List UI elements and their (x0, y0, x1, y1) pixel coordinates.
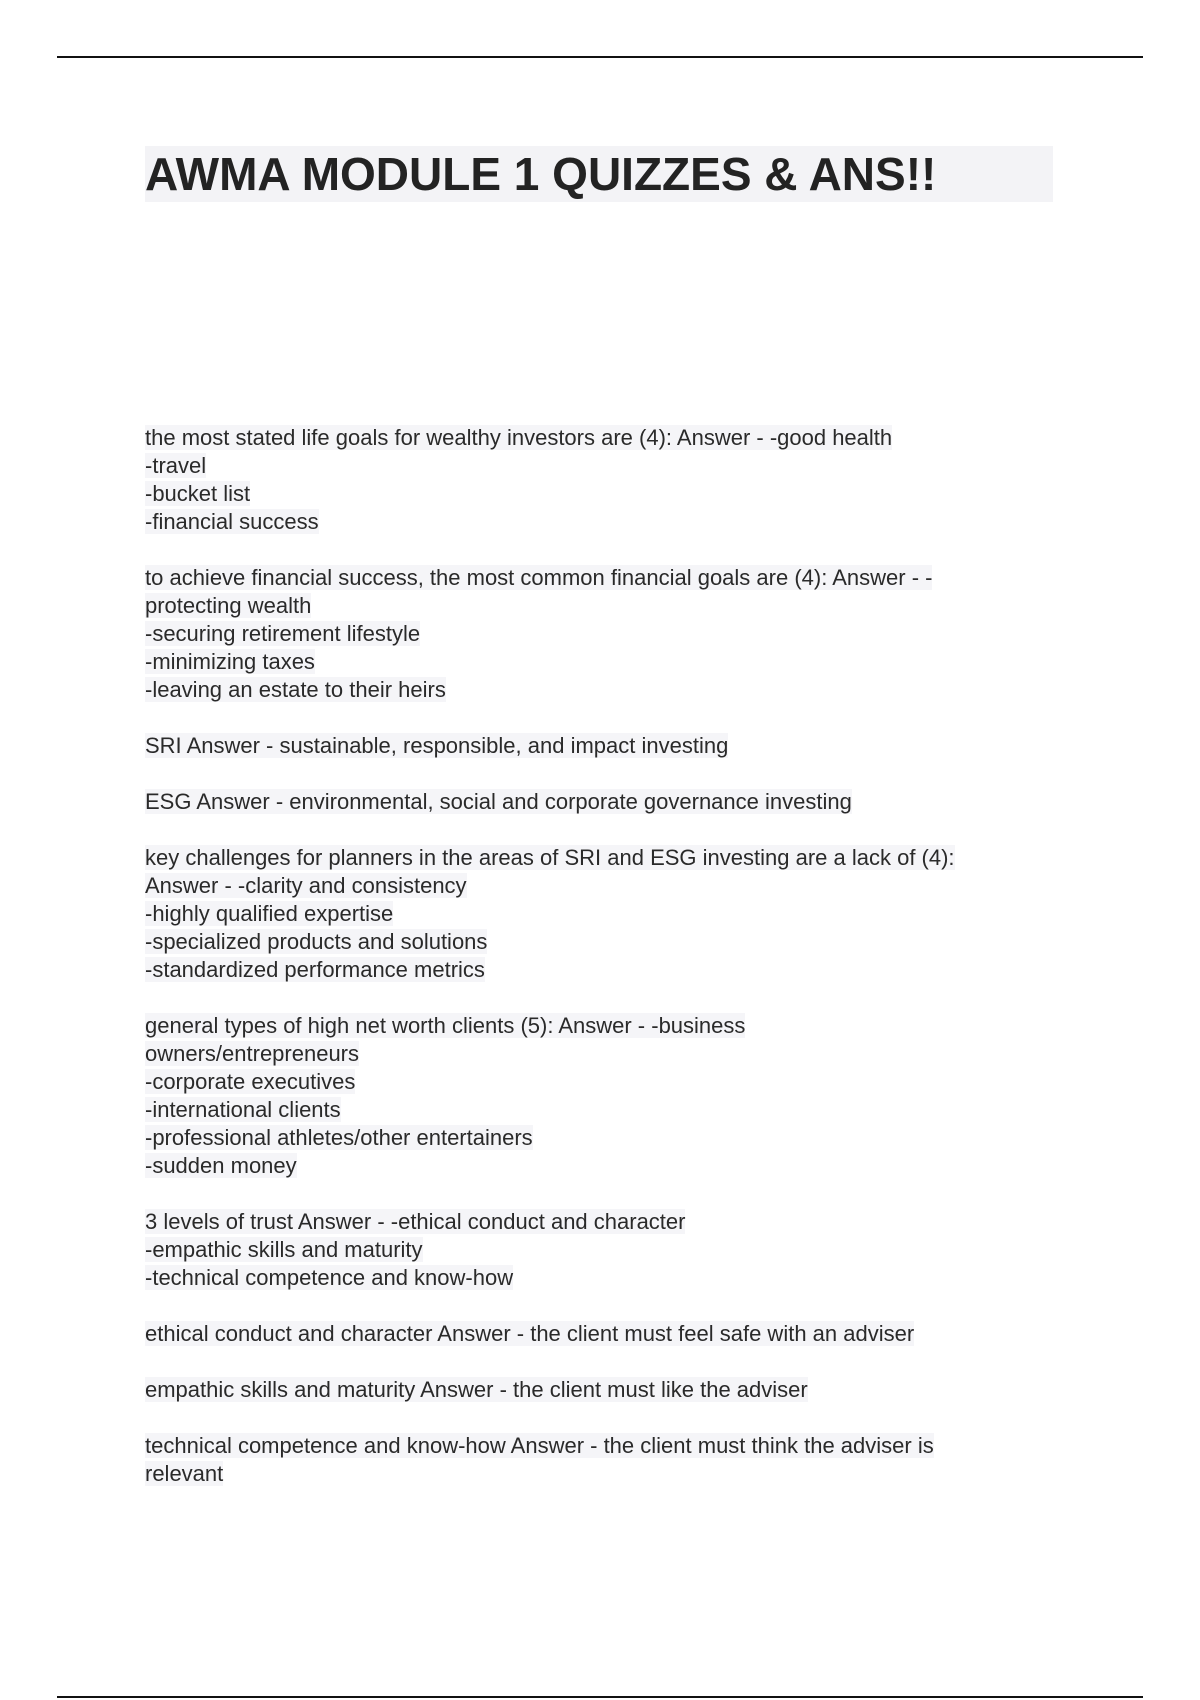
qa-entry (145, 1012, 1045, 1180)
qa-line (145, 648, 1045, 676)
qa-line-text: ESG Answer - environmental, social and corporate governance investing (145, 789, 852, 814)
qa-line (145, 872, 1045, 900)
qa-line-text: the most stated life goals for wealthy investors are (4): Answer - -good health (145, 425, 893, 450)
qa-line (145, 1376, 1045, 1404)
qa-line (145, 592, 1045, 620)
qa-entry (145, 844, 1045, 984)
qa-line-text: -technical competence and know-how (145, 1265, 514, 1290)
qa-line (145, 1012, 1045, 1040)
qa-line (145, 1432, 1045, 1460)
qa-line (145, 676, 1045, 704)
qa-line-text: -travel (145, 453, 207, 478)
qa-line (145, 620, 1045, 648)
qa-line-text: -specialized products and solutions (145, 929, 488, 954)
qa-line-text: ethical conduct and character Answer - the client must feel safe with an adviser (145, 1321, 915, 1346)
qa-line (145, 1264, 1045, 1292)
qa-line-text: relevant (145, 1461, 224, 1486)
qa-entry (145, 564, 1045, 704)
qa-entry (145, 1320, 1045, 1348)
qa-line (145, 1320, 1045, 1348)
qa-line (145, 900, 1045, 928)
qa-line-text: -corporate executives (145, 1069, 356, 1094)
qa-line (145, 452, 1045, 480)
qa-line-text: -empathic skills and maturity (145, 1237, 423, 1262)
qa-line-text: general types of high net worth clients (5): Answer - -business (145, 1013, 746, 1038)
qa-line-text: -highly qualified expertise (145, 901, 394, 926)
qa-line-text: 3 levels of trust Answer - -ethical conduct and character (145, 1209, 686, 1234)
qa-line-text: technical competence and know-how Answer - the client must think the adviser is (145, 1433, 934, 1458)
qa-line (145, 424, 1045, 452)
qa-line (145, 1152, 1045, 1180)
qa-line-text: -leaving an estate to their heirs (145, 677, 446, 702)
qa-line (145, 788, 1045, 816)
qa-line-text: -securing retirement lifestyle (145, 621, 421, 646)
qa-line (145, 508, 1045, 536)
qa-line-text: key challenges for planners in the areas of SRI and ESG investing are a lack of (4): (145, 845, 955, 870)
qa-line (145, 1460, 1045, 1488)
qa-line-text: -standardized performance metrics (145, 957, 485, 982)
qa-line-text: protecting wealth (145, 593, 312, 618)
qa-line (145, 956, 1045, 984)
qa-line (145, 1124, 1045, 1152)
qa-line-text: Answer - -clarity and consistency (145, 873, 467, 898)
qa-line-text: -financial success (145, 509, 319, 534)
qa-entry (145, 788, 1045, 816)
qa-line (145, 732, 1045, 760)
qa-entry (145, 732, 1045, 760)
qa-entry (145, 1376, 1045, 1404)
qa-line-text: -minimizing taxes (145, 649, 315, 674)
qa-line (145, 844, 1045, 872)
document-title: AWMA MODULE 1 QUIZZES & ANS!! (145, 148, 937, 200)
qa-entry (145, 424, 1045, 536)
qa-entry (145, 1432, 1045, 1488)
qa-line-text: -international clients (145, 1097, 341, 1122)
qa-line (145, 564, 1045, 592)
qa-entry (145, 1208, 1045, 1292)
qa-line-text: SRI Answer - sustainable, responsible, and impact investing (145, 733, 729, 758)
qa-line (145, 1096, 1045, 1124)
qa-line (145, 1068, 1045, 1096)
qa-line-text: -sudden money (145, 1153, 297, 1178)
qa-line (145, 928, 1045, 956)
qa-line-text: to achieve financial success, the most common financial goals are (4): Answer - - (145, 565, 933, 590)
qa-line (145, 1236, 1045, 1264)
qa-line (145, 480, 1045, 508)
qa-line-text: owners/entrepreneurs (145, 1041, 360, 1066)
qa-list (145, 424, 1045, 1516)
qa-line-text: -bucket list (145, 481, 251, 506)
qa-line (145, 1040, 1045, 1068)
qa-line (145, 1208, 1045, 1236)
top-rule (57, 56, 1143, 58)
qa-line-text: -professional athletes/other entertainers (145, 1125, 533, 1150)
bottom-rule (57, 1696, 1143, 1698)
qa-line-text: empathic skills and maturity Answer - the client must like the adviser (145, 1377, 808, 1402)
